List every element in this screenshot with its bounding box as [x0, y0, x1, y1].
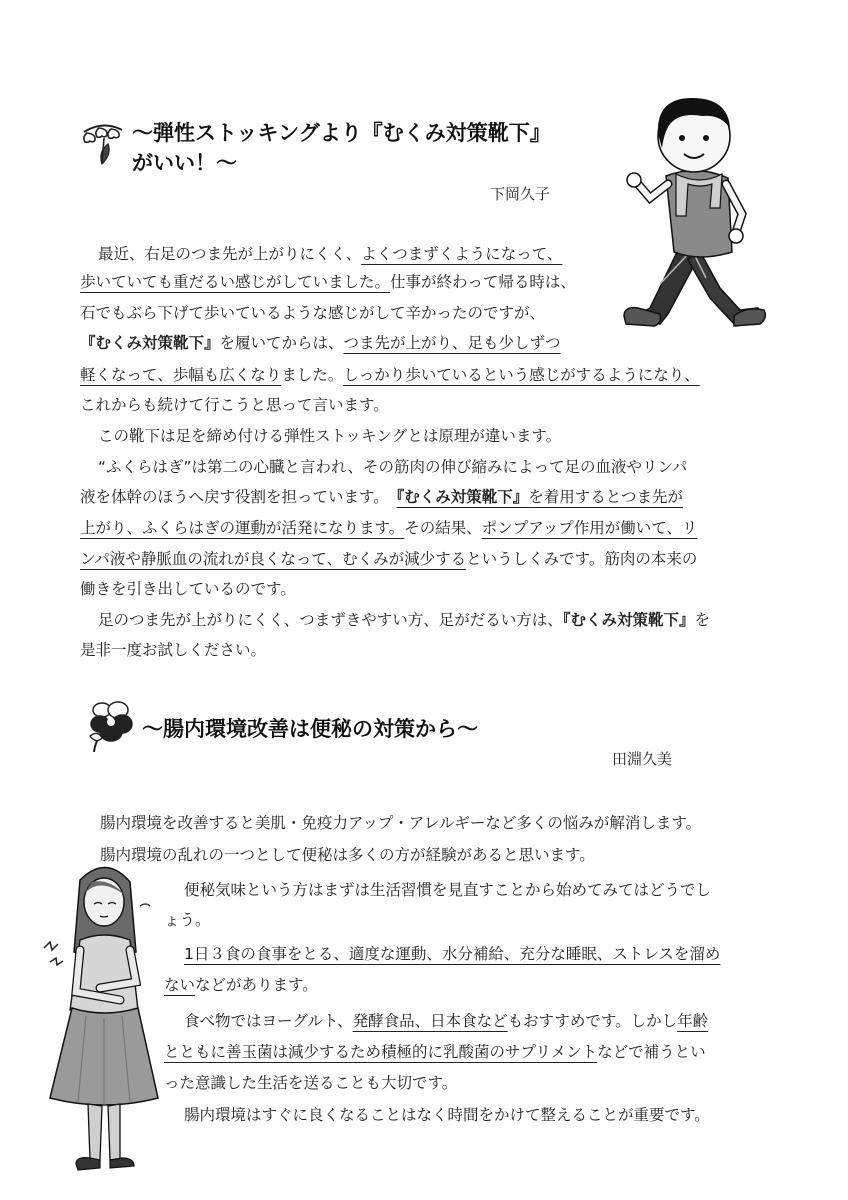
- article1-text-segment: ポンプアップ作用が働いて、リ: [481, 519, 698, 537]
- lily-of-the-valley-icon: [78, 118, 128, 166]
- article2-line: [164, 1042, 706, 1062]
- article1-text-segment: これからも続けて行こうと思って言います。: [80, 396, 389, 414]
- article1-line: [98, 610, 710, 630]
- article2-line: [100, 813, 701, 833]
- article1-line: [80, 365, 700, 385]
- article2-line: [164, 975, 318, 995]
- article1-line: [80, 487, 683, 507]
- article2-text-segment: 1日３食の食事をとる、適度な運動、水分補給、充分な睡眠、ストレスを溜め: [184, 945, 721, 963]
- article1-text-segment: 液を体幹のほうへ戻す役割を担っています。: [80, 488, 397, 506]
- article1-text-segment: を着用するとつま先が: [528, 488, 683, 506]
- article2-text-segment: 腸内環境を改善すると美肌・免疫力アップ・アレルギーなど多くの悩みが解消します。: [100, 814, 702, 832]
- article2-text-segment: ない: [164, 976, 196, 994]
- article1-text-segment: 是非一度お試しください。: [80, 641, 267, 659]
- article2-text-segment: った意識した生活を送ることも大切です。: [164, 1074, 458, 1092]
- article2-text-segment: もおすすめです。しかし: [507, 1012, 678, 1030]
- article2-line: [184, 944, 720, 964]
- article1-title-line1: ～弾性ストッキングより『むくみ対策靴下』: [132, 121, 551, 145]
- walking-man-illustration: [610, 88, 780, 338]
- article2-line: [164, 1073, 457, 1093]
- article2-line: [184, 1105, 710, 1125]
- article1-line: [98, 426, 561, 446]
- article1-line: [80, 518, 697, 538]
- article1-text-segment: 上がり、ふくらはぎの運動が活発になります。: [80, 519, 405, 537]
- article2-text-segment: 年齢: [677, 1012, 709, 1030]
- article1-text-segment: 『むくみ対策靴下』: [396, 488, 529, 506]
- article1-text-segment: 最近、右足のつま先が上がりにくく、: [98, 245, 362, 263]
- article2-line: [164, 910, 211, 930]
- pansy-flower-icon: [86, 696, 136, 754]
- article1-line: [98, 457, 687, 477]
- article1-line: [80, 303, 545, 323]
- article1-text-segment: を: [694, 611, 710, 629]
- article1-title-line2: がいい！～: [132, 151, 237, 175]
- article1-text-segment: 仕事が終わって帰る時は、: [390, 273, 576, 291]
- article1-text-segment: よくつまずくようになって、: [361, 245, 563, 263]
- article1-line: [80, 640, 266, 660]
- article2-text-segment: 食べ物ではヨーグルト、: [184, 1012, 353, 1030]
- article1-author: 下岡久子: [490, 185, 551, 203]
- article1-text-segment: 石でもぶら下げて歩いているような感じがして辛かったのですが、: [80, 304, 546, 322]
- article1-text-segment: 『むくみ対策靴下』: [80, 334, 220, 352]
- article2-text-segment: ょう。: [164, 911, 211, 929]
- article1-line: [80, 579, 296, 599]
- article2-text-segment: 発酵食品、日本食など: [352, 1012, 508, 1030]
- article1-text-segment: ました。: [281, 366, 344, 384]
- article2-line: [184, 1011, 708, 1031]
- article1-text-segment: ンパ液や静脈血の流れが良くなって、むくみが減少する: [80, 550, 467, 568]
- article1-text-segment: 足のつま先が上がりにくく、つまずきやすい方、足がだるい方は、: [98, 611, 563, 629]
- article1-text-segment: この靴下は足を締め付ける弾性ストッキングとは原理が違います。: [98, 427, 562, 445]
- article1-line: [80, 333, 561, 353]
- woman-with-stomachache-illustration: [40, 860, 165, 1180]
- article2-text-segment: などがあります。: [195, 976, 318, 994]
- article1-text-segment: “ふくらはぎ”は第二の心臓と言われ、その筋肉の伸び縮みによって足の血液やリンパ: [98, 458, 688, 476]
- article1-text-segment: というしくみです。筋肉の本来の: [466, 550, 698, 568]
- article1-text-segment: 軽くなって、歩幅も広くなり: [80, 366, 282, 384]
- article1-text-segment: 『むくみ対策靴下』: [562, 611, 695, 629]
- article2-line: [100, 845, 595, 865]
- article2-text-segment: 腸内環境はすぐに良くなることはなく時間をかけて整えることが重要です。: [184, 1106, 710, 1124]
- article1-line: [80, 395, 389, 415]
- article2-text-segment: 便秘気味という方はまずは生活習慣を見直すことから始めてみてはどうでし: [184, 881, 712, 899]
- article1-line: [80, 549, 697, 569]
- article2-text-segment: などで補うとい: [597, 1043, 706, 1061]
- article2-line: [184, 880, 711, 900]
- article1-line: [80, 272, 576, 292]
- article1-line: [98, 244, 562, 264]
- article2-text-segment: とともに善玉菌は減少するため積極的に乳酸菌のサプリメント: [164, 1043, 598, 1061]
- article1-text-segment: を履いてからは、: [219, 334, 344, 352]
- article2-author: 田淵久美: [612, 750, 673, 768]
- article1-text-segment: つま先が上がり、足も少しずつ: [343, 334, 561, 352]
- article1-text-segment: その結果、: [404, 519, 482, 537]
- article1-text-segment: 歩いていても重だるい感じがしていました。: [80, 273, 391, 291]
- article1-text-segment: 働きを引き出しているのです。: [80, 580, 296, 598]
- article2-title: ～腸内環境改善は便秘の対策から～: [142, 717, 478, 741]
- article2-text-segment: 腸内環境の乱れの一つとして便秘は多くの方が経験があると思います。: [100, 846, 595, 864]
- article1-text-segment: しっかり歩いているという感じがするようになり、: [343, 366, 700, 384]
